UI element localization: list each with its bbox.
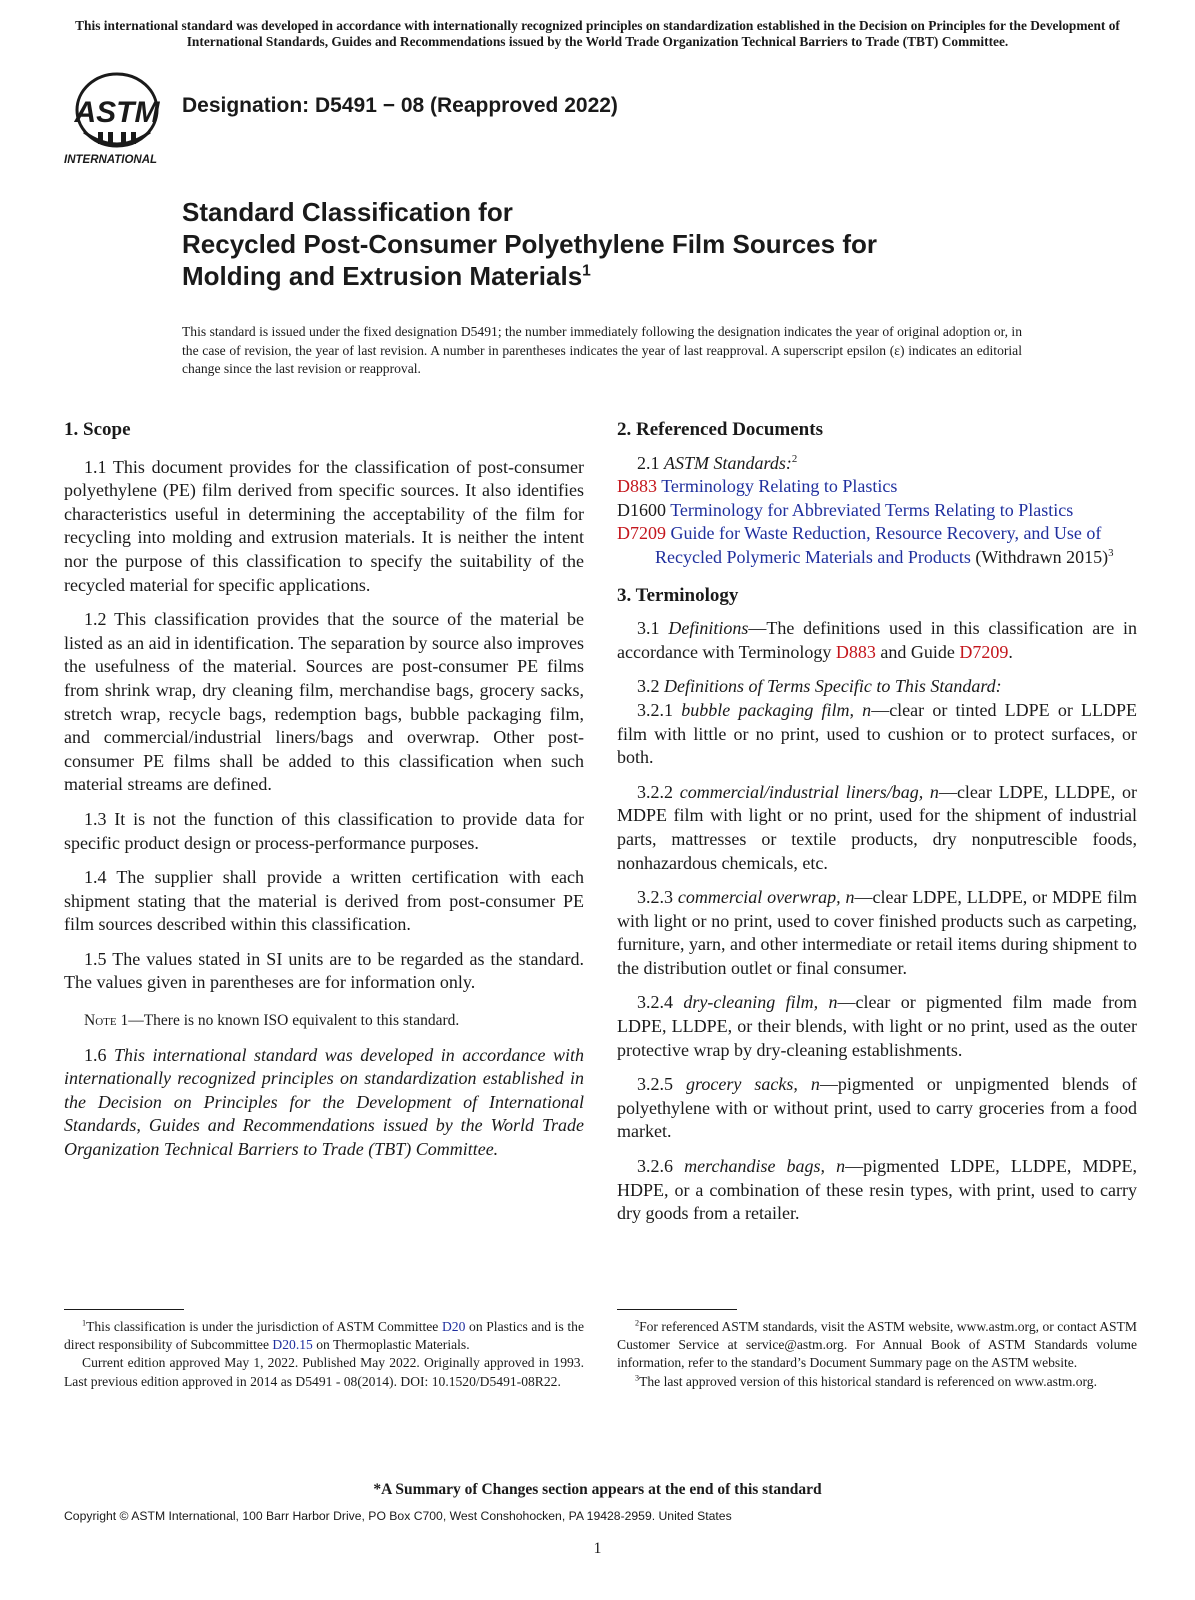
title-line-1: Standard Classification for: [182, 197, 513, 227]
footnote-1: $^1$This classification is under the jurisdiction of ASTM Committee D20 on Plastics and is the direct responsibility of Subcommittee D20.15 on Thermoplastic Materials.: [64, 1318, 584, 1353]
reference-item: [617, 475, 1137, 499]
issuance-note: This standard is issued under the fixed designation D5491; the number immediately following the designation indicates the year of original adoption or, in the case of revision, the year of last revision. A number in parentheses indicates the year of last reapproval. A superscript epsilon (ε) indicates an editorial change since the last revision or reapproval.: [182, 324, 1022, 376]
definition-3-2-6: 3.2.6 merchandise bags, n—pigmented LDPE, LLDPE, MDPE, HDPE, or a combination of these resin types, with print, used to carry dry goods from a retailer.: [617, 1156, 1137, 1224]
page-number: 1: [593, 1540, 602, 1557]
svg-text:INTERNATIONAL: INTERNATIONAL: [64, 154, 158, 166]
paragraph-1-6: 1.6 This international standard was developed in accordance with internationally recognized principles on standardization established in the Decision on Principles for the Development of International Standards, Guides and Recommendations issued by the World Trade Organization Technical Barriers to Trade (TBT) Committee.: [64, 1044, 584, 1160]
committee-link-d20[interactable]: D20: [441, 1319, 466, 1334]
title-footnote-mark: 1: [582, 262, 591, 280]
paragraph-1-4: 1.4 The supplier shall provide a written certification with each shipment stating that the material is derived from post-consumer PE film sources described within this classification.: [64, 867, 584, 935]
note-1: [64, 1009, 584, 1033]
paragraph-1-2: 1.2 This classification provides that the source of the material be listed as an aid in identification. The separation by source also improves the usefulness of the material. Sources are post-consumer PE films from shrink wrap, dry cleaning film, merchandise bags, grocery sacks, stretch wrap, recycle bags, redemption bags, bubble packaging film, and commercial/industrial liners/bags and overwrap. Other post-consumer PE films shall be added to this classification when such material streams are defined.: [64, 609, 584, 795]
reference-code: D1600: [617, 499, 666, 520]
section-heading-referenced-documents: 2. Referenced Documents: [617, 419, 823, 440]
footnotes-right: [617, 1318, 1137, 1391]
title-line-2: Recycled Post-Consumer Polyethylene Film Sources for: [182, 229, 877, 259]
reference-title-link[interactable]: Terminology for Abbreviated Terms Relating to Plastics: [670, 499, 1074, 520]
right-column: [617, 418, 1137, 1237]
footnote-3: $^3$The last approved version of this historical standard is referenced on www.astm.org.: [635, 1373, 1097, 1389]
left-column: [64, 418, 584, 1173]
reference-code-link[interactable]: D7209: [617, 523, 666, 544]
copyright-line: Copyright © ASTM International, 100 Barr Harbor Drive, PO Box C700, West Conshohocken, PA 19428-2959. United States: [64, 1509, 732, 1523]
reference-code-link[interactable]: D883: [617, 476, 657, 497]
reference-title-link[interactable]: Guide for Waste Reduction, Resource Recovery, and Use of Recycled Polymeric Materials and Products: [655, 523, 1102, 567]
definition-3-2-1: 3.2.1 bubble packaging film, n—clear or tinted LDPE or LLDPE film with little or no print, used to cushion or to protect surfaces, or both.: [617, 699, 1137, 768]
subsection-astm-standards: 2.1 ASTM Standards:$^2$: [637, 452, 798, 473]
definition-3-2-5: 3.2.5 grocery sacks, n—pigmented or unpigmented blends of polyethylene with or without print, used to carry groceries from a food market.: [617, 1074, 1138, 1142]
astm-logo: [62, 70, 172, 170]
section-heading-terminology: 3. Terminology: [617, 584, 739, 606]
subcommittee-link-d20-15[interactable]: D20.15: [272, 1337, 313, 1353]
footnotes-left: [64, 1318, 584, 1391]
reference-item: [617, 499, 1137, 523]
ref-link-d7209[interactable]: D7209: [959, 641, 1009, 662]
definition-3-2-2: 3.2.2 commercial/industrial liners/bag, n—clear LDPE, LLDPE, or MDPE film with light or no print, used for the shipment of industrial parts, mattresses or textile products, dry nonputrescible foods, nonhazardous chemicals, etc.: [617, 781, 1137, 873]
astm-logo-icon: [62, 70, 172, 170]
reference-item: D7209 Guide for Waste Reduction, Resource Recovery, and Use of Recycled Polymeric Materials and Products (Withdrawn 2015)$^3$: [617, 523, 1114, 567]
footnote-2: $^2$For referenced ASTM standards, visit the ASTM website, www.astm.org, or contact ASTM Customer Service at service@astm.org. For Annual Book of ASTM Standards volume information, refer to the standard’s Document Summary page on the ASTM website.: [617, 1318, 1137, 1371]
footnote-1-edition: Current edition approved May 1, 2022. Published May 2022. Originally approved in 1993. Last previous edition approved in 2014 as D5491 - 08(2014). DOI: 10.1520/D5491-08R22.: [64, 1355, 584, 1389]
definition-3-2-3: 3.2.3 commercial overwrap, n—clear LDPE, LLDPE, or MDPE film with light or no print, used to cover finished products such as carpeting, furniture, yarn, and other intermediate or retail items during shipment to the distribution outlet or final consumer.: [617, 887, 1137, 978]
note-text: —There is no known ISO equivalent to this standard.: [128, 1012, 460, 1030]
title-line-3: Molding and Extrusion Materials$^1$: [182, 261, 591, 291]
note-label: Note 1: [84, 1012, 129, 1030]
ref-link-d883[interactable]: D883: [835, 641, 876, 662]
paragraph-1-1: 1.1 This document provides for the classification of post-consumer polyethylene (PE) film derived from specific sources. It also identifies characteristics useful in determining the acceptability of the film for recycling into molding and extrusion materials. It is neither the intent nor the purpose of this classification to specify the suitability of the recycled material for specific applications.: [64, 456, 584, 595]
section-heading-scope: 1. Scope: [64, 419, 131, 440]
reference-title-link[interactable]: Terminology Relating to Plastics: [661, 476, 898, 497]
page-title: [182, 196, 1042, 292]
designation: Designation: D5491 − 08 (Reapproved 2022): [182, 94, 618, 117]
footnote-divider: [617, 1309, 737, 1310]
paragraph-3-1: 3.1 Definitions—The definitions used in this classification are in accordance with Terminology D883 and Guide D7209.: [617, 618, 1138, 662]
definition-3-2-4: 3.2.4 dry-cleaning film, n—clear or pigmented film made from LDPE, LLDPE, or their blends, with light or no print, used as the outer protective wrap by dry-cleaning establishments.: [617, 992, 1137, 1060]
svg-text:ASTM: ASTM: [74, 96, 160, 129]
paragraph-1-3: 1.3 It is not the function of this classification to provide data for specific product design or process-performance purposes.: [64, 808, 584, 853]
paragraph-1-5: 1.5 The values stated in SI units are to be regarded as the standard. The values given in parentheses are for information only.: [64, 948, 584, 993]
paragraph-3-2: 3.2 Definitions of Terms Specific to This Standard:: [637, 676, 1002, 697]
wto-notice: This international standard was developed in accordance with internationally recognized principles on standardization established in the Decision on Principles for the Development of International Standards, Guides and Recommendations issued by the World Trade Organization Technical Barriers to Trade (TBT) Committee.: [75, 18, 1120, 49]
summary-of-changes-notice: *A Summary of Changes section appears at the end of this standard: [373, 1481, 822, 1498]
footnote-divider: [64, 1309, 184, 1310]
